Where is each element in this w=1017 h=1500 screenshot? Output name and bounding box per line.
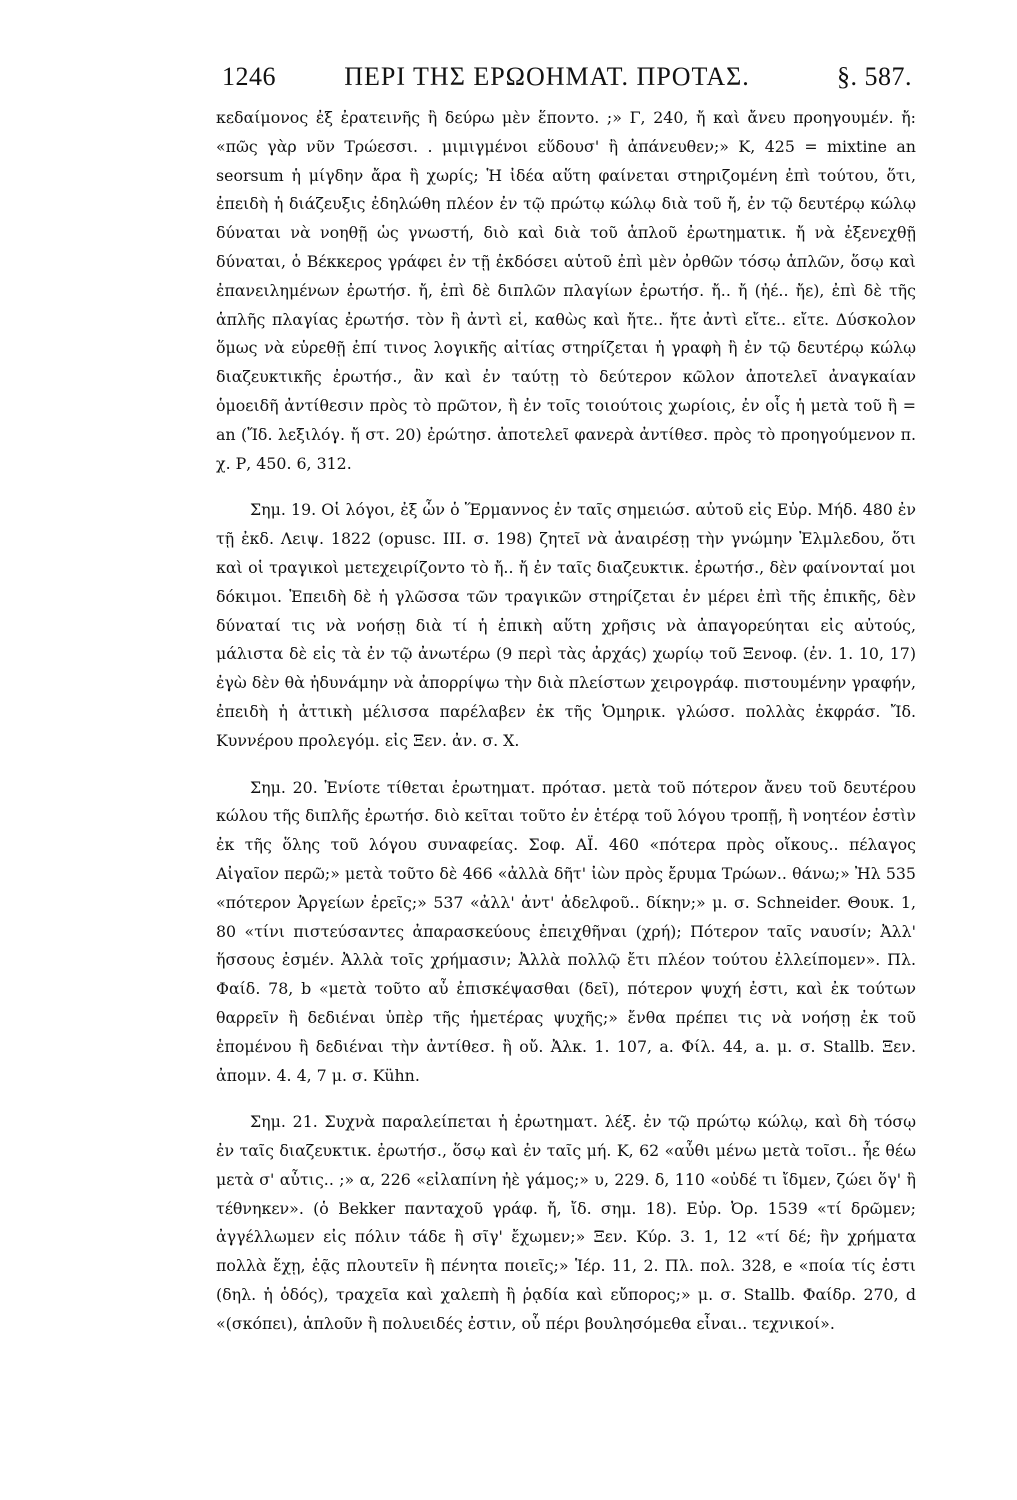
running-title: ΠΕΡΙ ΤΗΣ ΕΡΩΟΗΜΑΤ. ΠΡΟΤΑΣ. <box>344 62 750 91</box>
page-body <box>216 104 916 1339</box>
page-number: 1246 <box>222 62 276 91</box>
note-21: Σημ. 21. Συχνὰ παραλείπεται ἡ ἐρωτηματ. λέξ. ἐν τῷ πρώτῳ κώλῳ, καὶ δὴ τόσῳ ἐν ταῖς διαζευκτικ. ἐρωτήσ., ὅσῳ καὶ ἐν ταῖς μή. Κ, 62 «αὖθι μένω μετὰ τοῖσι.. ἦε θέω μετὰ σ' αὖτις.. ;» α, 226 «εἰλαπίνη ἠὲ γάμος;» υ, 229. δ, 110 «οὐδέ τι ἴδμεν, ζώει ὅγ' ἢ τέθνηκεν». (ὁ Bekker πανταχοῦ γράφ. ἤ, ἴδ. σημ. 18). Εὐρ. Ὀρ. 1539 «τί δρῶμεν; ἀγγέλλωμεν εἰς πόλιν τάδε ἢ σῖγ' ἔχωμεν;» Ξεν. Κύρ. 3. 1, 12 «τί δέ; ἣν χρήματα πολλὰ ἔχῃ, ἐᾷς πλουτεῖν ἢ πένητα ποιεῖς;» Ἱέρ. 11, 2. Πλ. πολ. 328, e «ποία τίς ἐστι (δηλ. ἡ ὁδός), τραχεῖα καὶ χαλεπὴ ἢ ῥᾳδία καὶ εὔπορος;» μ. σ. Stallb. Φαίδρ. 270, d «(σκόπει), ἁπλοῦν ἢ πολυειδές ἐστιν, οὗ πέρι βουλησόμεθα εἶναι.. τεχνικοί». <box>216 1112 916 1333</box>
note-19: Σημ. 19. Οἱ λόγοι, ἐξ ὧν ὁ Ἕρμαννος ἐν ταῖς σημειώσ. αὐτοῦ εἰς Εὐρ. Μήδ. 480 ἐν τῇ ἐκδ. Λειψ. 1822 (opusc. III. σ. 198) ζητεῖ νὰ ἀναιρέσῃ τὴν γνώμην Ἐλμλεδου, ὅτι καὶ οἱ τραγικοὶ μετεχειρίζοντο τὸ ἤ.. ἤ ἐν ταῖς διαζευκτικ. ἐρωτήσ., δὲν φαίνονταί μοι δόκιμοι. Ἐπειδὴ δὲ ἡ γλῶσσα τῶν τραγικῶν στηρίζεται ἐν μέρει ἐπὶ τῆς ἐπικῆς, δὲν δύναταί τις νὰ νοήσῃ διὰ τί ἡ ἐπικὴ αὕτη χρῆσις νὰ ἀπαγορεύηται εἰς αὐτούς, μάλιστα δὲ εἰς τὰ ἐν τῷ ἀνωτέρω (9 περὶ τὰς ἀρχάς) χωρίῳ τοῦ Ξενοφ. (ἐν. 1. 10, 17) ἐγὼ δὲν θὰ ἠδυνάμην νὰ ἀπορρίψω τὴν διὰ πλείστων χειρογράφ. πιστουμένην γραφήν, ἐπειδὴ ἡ ἀττικὴ μέλισσα παρέλαβεν ἐκ τῆς Ὁμηρικ. γλώσσ. πολλὰς ἐκφράσ. Ἴδ. Κυννέρου προλεγόμ. εἰς Ξεν. ἀν. σ. Χ. <box>216 500 916 750</box>
note-20: Σημ. 20. Ἐνίοτε τίθεται ἐρωτηματ. πρότασ. μετὰ τοῦ πότερον ἄνευ τοῦ δευτέρου κώλου τῆς διπλῆς ἐρωτήσ. διὸ κεῖται τοῦτο ἐν ἑτέρᾳ τοῦ λόγου τροπῇ, ἢ νοητέον ἐστὶν ἐκ τῆς ὅλης τοῦ λόγου συναφείας. Σοφ. ΑΪ. 460 «πότερα πρὸς οἴκους.. πέλαγος Αἰγαῖον περῶ;» μετὰ τοῦτο δὲ 466 «ἀλλὰ δῆτ' ἰὼν πρὸς ἔρυμα Τρώων.. θάνω;» Ἠλ 535 «πότερον Ἀργείων ἐρεῖς;» 537 «ἀλλ' ἀντ' ἀδελφοῦ.. δίκην;» μ. σ. Schneider. Θουκ. 1, 80 «τίνι πιστεύσαντες ἀπαρασκεύους ἐπειχθῆναι (χρή); Πότερον ταῖς ναυσίν; Ἀλλ' ἥσσους ἐσμέν. Ἀλλὰ τοῖς χρήμασιν; Ἀλλὰ πολλῷ ἔτι πλέον τούτου ἐλλείπομεν». Πλ. Φαίδ. 78, b «μετὰ τοῦτο αὖ ἐπισκέψασθαι (δεῖ), πότερον ψυχή ἐστι, καὶ ἐκ τούτων θαρρεῖν ἢ δεδιέναι ὑπὲρ τῆς ἡμετέρας ψυχῆς;» ἔνθα πρέπει τις νὰ νοήσῃ ἐκ τοῦ ἑπομένου ἢ δεδιέναι τὴν ἀντίθεσ. ἢ οὔ. Ἀλκ. 1. 107, a. Φίλ. 44, a. μ. σ. Stallb. Ξεν. ἀπομν. 4. 4, 7 μ. σ. Kühn. <box>216 777 916 1085</box>
running-header <box>222 62 912 102</box>
section-number: §. 587. <box>837 62 912 91</box>
paragraph-intro: κεδαίμονος ἐξ ἐρατεινῆς ἢ δεύρω μὲν ἕποντο. ;» Γ, 240, ἤ καὶ ἄνευ προηγουμέν. ἤ: «πῶς γὰρ νῦν Τρώεσσι. . μιμιγμένοι εὕδουσ' ἢ ἀπάνευθεν;» Κ, 425 = mixtine an seorsum ἡ μίγδην ἄρα ἢ χωρίς; Ἡ ἰδέα αὕτη φαίνεται στηριζομένη ἐπὶ τούτου, ὅτι, ἐπειδὴ ἡ διάζευξις ἐδηλώθη πλέον ἐν τῷ πρώτῳ κώλῳ διὰ τοῦ ἤ, ἐν τῷ δευτέρῳ κώλῳ δύναται νὰ νοηθῇ ὡς γνωστή, διὸ καὶ διὰ τοῦ ἁπλοῦ ἐρωτηματικ. ἤ νὰ ἐξενεχθῇ δύναται, ὁ Βέκκερος γράφει ἐν τῇ ἐκδόσει αὑτοῦ ἐπὶ μὲν ὀρθῶν τόσῳ ἁπλῶν, ὅσῳ καὶ ἐπανειλημένων ἐρωτήσ. ἤ, ἐπὶ δὲ διπλῶν πλαγίων ἐρωτήσ. ἤ.. ἤ (ἠέ.. ἤε), ἐπὶ δὲ τῆς ἁπλῆς πλαγίας ἐρωτήσ. τὸν ἢ ἀντὶ εἰ, καθὼς καὶ ἤτε.. ἤτε ἀντὶ εἴτε.. εἴτε. Δύσκολον ὅμως νὰ εὑρεθῇ ἐπί τινος λογικῆς αἰτίας στηρίζεται ἡ γραφὴ ἢ ἐν τῷ δευτέρῳ κώλῳ διαζευκτικῆς ἐρωτήσ., ἂν καὶ ἐν ταύτῃ τὸ δεύτερον κῶλον ἀποτελεῖ ἀναγκαίαν ὁμοειδῆ ἀντίθεσιν πρὸς τὸ πρῶτον, ἢ ἐν τοῖς τοιούτοις χωρίοις, ἐν οἷς ἡ μετὰ τοῦ ἢ = an (Ἴδ. λεξιλόγ. ἤ στ. 20) ἐρώτησ. ἀποτελεῖ φανερὰ ἀντίθεσ. πρὸς τὸ προηγούμενον π. χ. Ρ, 450. 6, 312. <box>216 108 916 473</box>
